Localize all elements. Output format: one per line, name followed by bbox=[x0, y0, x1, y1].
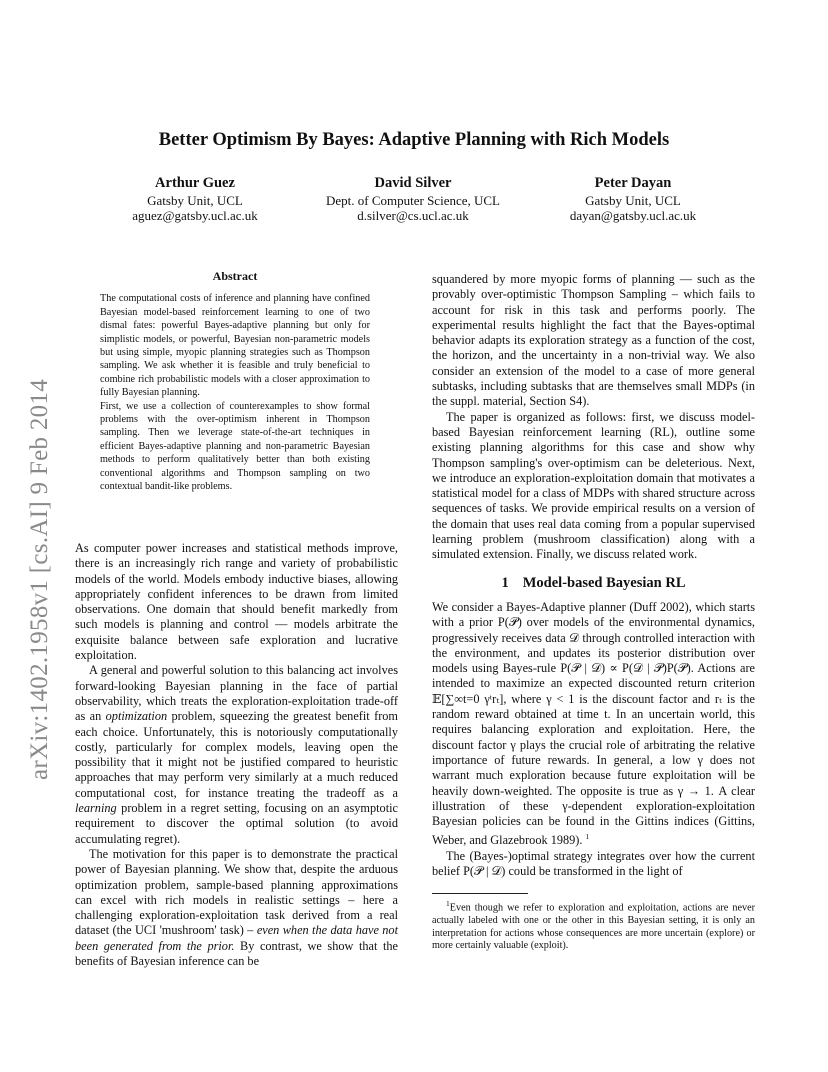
author-affiliation: Gatsby Unit, UCL bbox=[147, 192, 243, 208]
text-span: By contrast, we show that the benefits of Bayesian inference can be bbox=[75, 938, 398, 969]
body-paragraph: As computer power increases and statistical methods improve, there is an increasingly rich range and variety of probabilistic models of the world. Models embody inductive biases, allowing appropriately confident inferences to be drawn from limited observations. One domain that should benefit markedly from such models is planning and control — models arbitrate the exquisite balance between safe exploration and lucrative exploitation. bbox=[75, 541, 398, 663]
footnote-rule bbox=[432, 893, 528, 894]
author-block bbox=[120, 176, 270, 224]
paper-title: Better Optimism By Bayes: Adaptive Planning with Rich Models bbox=[158, 130, 670, 150]
text-span: problem in a regret setting, focusing on an asymptotic requirement to discover the optimal solution (to avoid accumulating regret). bbox=[75, 801, 398, 846]
arxiv-stamp bbox=[26, 310, 56, 780]
section-number: 1 bbox=[501, 574, 509, 591]
author-block bbox=[558, 176, 708, 224]
body-paragraph bbox=[432, 600, 755, 849]
left-column bbox=[75, 541, 398, 969]
body-paragraph: squandered by more myopic forms of planning — such as the provably over-optimistic Thompson Sampling – which fails to account for risk in this task and performs poorly. The experimental results highlight the fact that the Bayes-optimal behavior adapts its exploration strategy as a function of the cost, the horizon, and the uncertainty in a non-trivial way. We also consider an extension of the model to a case of more general subtasks, including subtasks that are themselves small MDPs (in the suppl. material, Section S4). bbox=[432, 272, 755, 409]
footnote bbox=[432, 898, 755, 953]
author-name: Peter Dayan bbox=[594, 175, 672, 191]
author-email[interactable]: d.silver@cs.ucl.ac.uk bbox=[357, 208, 469, 223]
body-paragraph: The paper is organized as follows: first, we discuss model-based Bayesian reinforcement learning (RL), outline some existing planning algorithms for this case and show why Thompson sampling's over-optimism can be deleterious. Next, we introduce an exploration-exploitation domain that motivates a statistical model for a class of MDPs with shared structure across sequences of tasks. We provide empirical results on a version of the domain that uses real data coming from a popular supervised learning problem (mushroom classification) along with a simulated extension. Finally, we discuss related work. bbox=[432, 409, 755, 562]
abstract-heading: Abstract bbox=[212, 269, 258, 283]
arxiv-id: arXiv:1402.1958v1 [cs.AI] 9 Feb 2014 bbox=[26, 378, 53, 780]
author-block bbox=[313, 176, 513, 224]
footnote-marker[interactable]: 1 bbox=[585, 832, 590, 842]
section-title: Model-based Bayesian RL bbox=[522, 574, 686, 591]
text-span: The motivation for this paper is to demonstrate the practical power of Bayesian planning. We show that, despite the arduous optimization problem, sample-based planning approximations can excel with rich models in realistic settings – here a challenging exploration-exploitation task derived from a real dataset (the UCI 'mushroom' task) – bbox=[75, 846, 398, 938]
text-span: A general and powerful solution to this balancing act involves forward-looking Bayesian planning in the face of partial observability, which treats the exploration-exploitation trade-off as an bbox=[75, 663, 398, 724]
author-affiliation: Dept. of Computer Science, UCL bbox=[325, 192, 500, 208]
abstract-paragraph: The computational costs of inference and planning have confined Bayesian model-based reinforcement learning to one of two dismal fates: powerful Bayes-adaptive planning but only for simplistic models, or powerful, Bayesian non-parametric models but using simple, myopic planning strategies such as Thompson sampling. We ask whether it is feasible and truly beneficial to combine rich probabilistic models with a closer approximation to fully Bayesian planning. bbox=[100, 293, 370, 399]
footnote-number: 1 bbox=[446, 899, 450, 908]
text-span: We consider a Bayes-Adaptive planner (Duff 2002), which starts with a prior P(𝒫) over models of the environmental dynamics, progressively receives data 𝒟 through controlled interaction with the environment, and updates its posterior distribution over models using Bayes-rule P(𝒫 | 𝒟) ∝ P(𝒟 | 𝒫)P(𝒫). Actions are intended to maximize an expected discounted return criterion 𝔼[∑∞t=0 γᵗrₜ], where γ < 1 is the discount factor and rₜ is the random reward obtained at time t. In an uncertain world, this requires balancing exploration and exploitation. Here, the discount factor γ plays the crucial role of arbitrating the relative importance of future rewards. In general, a low γ does not warrant much exploration because future exploitation will be heavily down-weighted. The opposite is true as γ → 1. A clear illustration of these γ-dependent exploration-exploitation Bayesian policies can be found in the Gittins indices (Gittins, Weber, and Glazebrook 1989). bbox=[432, 599, 755, 848]
author-name: David Silver bbox=[374, 175, 452, 191]
body-paragraph bbox=[75, 847, 398, 969]
author-email[interactable]: aguez@gatsby.ucl.ac.uk bbox=[132, 208, 258, 223]
body-paragraph bbox=[75, 663, 398, 847]
body-paragraph: The (Bayes-)optimal strategy integrates over how the current belief P(𝒫 | 𝒟) could be transformed in the light of bbox=[432, 848, 755, 879]
author-name: Arthur Guez bbox=[155, 175, 235, 191]
emphasis: even when the data have not been generated from the prior. bbox=[75, 923, 399, 953]
text-span: problem, squeezing the greatest benefit from each choice. Unfortunately, this is notoriously computationally costly, particularly for complex models, leaving open the possibility that it might not be justified compared to heuristic approaches that may perform very similarly at a much reduced computational cost, for instance treating the tradeoff as a bbox=[75, 709, 398, 800]
emphasis: optimization bbox=[105, 709, 168, 724]
author-email[interactable]: dayan@gatsby.ucl.ac.uk bbox=[569, 208, 697, 223]
section-heading bbox=[432, 576, 755, 591]
abstract bbox=[100, 270, 370, 494]
abstract-paragraph: First, we use a collection of counterexamples to show formal problems with the over-optimism inherent in Thompson sampling. Then we leverage state-of-the-art techniques in efficient Bayes-adaptive planning and non-parametric Bayesian methods to perform qualitatively better than both existing conventional algorithms and Thompson sampling on two contextual bandit-like problems. bbox=[100, 400, 370, 493]
footnote-text: Even though we refer to exploration and exploitation, actions are never actually labeled with one or the other in this Bayesian setting, it is only an interpretation for actions whose consequences are more uncertain (explore) or more certainly valuable (exploit). bbox=[432, 902, 755, 952]
right-column bbox=[432, 272, 755, 879]
emphasis: learning bbox=[75, 801, 117, 816]
author-affiliation: Gatsby Unit, UCL bbox=[585, 192, 681, 208]
